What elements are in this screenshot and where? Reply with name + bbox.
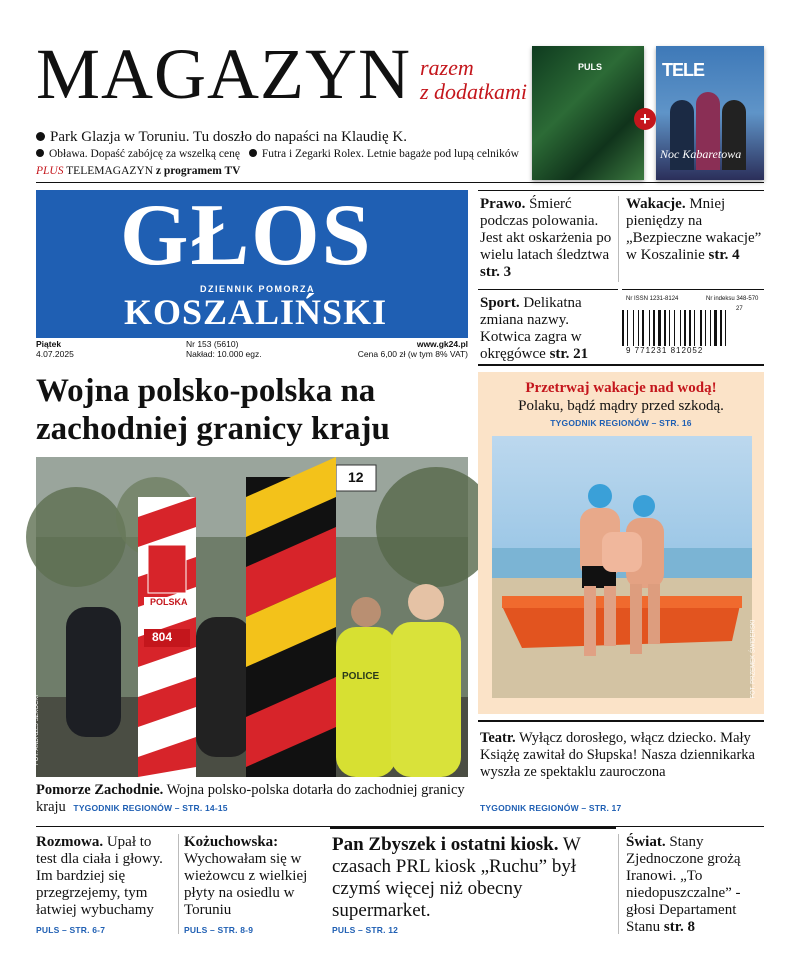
barcode-bar [692, 310, 693, 346]
barcode-bar [682, 310, 683, 346]
cover-tele-logo: TELE [662, 60, 705, 80]
main-headline[interactable]: Wojna polsko-polska na zachodniej granicy kraju [36, 373, 390, 447]
main-photo-caption[interactable]: Pomorze Zachodnie. Wojna polsko-polska dotarła do zachodniej granicy kraju TYGODNIK REGIONÓW – STR. 14-15 [36, 782, 465, 815]
police-vest-text: POLICE [342, 671, 380, 682]
teaser-rozmowa[interactable]: Rozmowa. Upał to test dla ciała i głowy. Im bardziej się przegrzejemy, tym łatwiej wybuchamy [36, 834, 163, 918]
barcode-bar [649, 310, 650, 346]
kozuchowska-page-ref: PULS – STR. 8-9 [184, 925, 254, 935]
divider [36, 182, 764, 183]
barcode-bar [725, 310, 726, 346]
barcode-bar [687, 310, 688, 346]
logo-glos: GŁOS [120, 187, 373, 284]
barcode-bar [635, 310, 637, 346]
magazyn-title: MAGAZYN [36, 34, 411, 114]
divider [618, 834, 619, 934]
divider [330, 826, 616, 829]
barcode-bar [671, 310, 673, 346]
barcode-bar [629, 310, 632, 346]
cover-puls-label: PULS [578, 62, 603, 72]
road-sign-number: 12 [348, 469, 364, 485]
teaser-swiat[interactable]: Świat. Stany Zjednoczone grożą Iranowi. „To niedopuszczalne” - głosi Departament Stanu str. 8 [626, 834, 741, 935]
barcode-bar [710, 310, 711, 346]
issue-day-date: Piątek 4.07.2025 [36, 339, 74, 359]
barcode-bar [622, 310, 624, 346]
bullet-icon [249, 149, 257, 157]
barcode-bar [667, 310, 668, 346]
barcode-bar [723, 310, 724, 346]
post-number: 804 [152, 630, 173, 644]
subtitle-line-1: razem [420, 55, 474, 80]
divider [478, 190, 764, 191]
magazyn-subtitle [420, 56, 540, 104]
barcode-bar [707, 310, 709, 346]
divider [178, 834, 179, 934]
divider [478, 720, 764, 722]
barcode-bar [703, 310, 704, 346]
barcode-bar [658, 310, 661, 346]
teaser-teatr[interactable]: Teatr. Wyłącz dorosłego, włącz dziecko. Mały Książę zawitał do Słupska! Nasza dziennikarka wyszła ze spektaklu zauroczona [480, 730, 755, 780]
barcode-bar [705, 310, 706, 346]
barcode-number: 9 771231 812052 [626, 346, 704, 355]
barcode-bar [627, 310, 628, 346]
teaser-kiosk[interactable]: Pan Zbyszek i ostatni kiosk. W czasach PRL kiosk „Ruchu” był czymś więcej niż obecny supermarket. [332, 834, 581, 921]
photo-credit: FOT. ANDRZEJ SZKOCKI [34, 694, 41, 766]
barcode-bar [680, 310, 681, 346]
barcode-bar [694, 310, 695, 346]
barcode-bar [653, 310, 655, 346]
divider [478, 289, 618, 290]
barcode-bar [640, 310, 641, 346]
telemagazyn-cover-thumbnail[interactable] [656, 46, 764, 180]
barcode-bar [638, 310, 639, 346]
beach-title: Przetrwaj wakacje nad wodą! [525, 380, 717, 396]
teaser-oblawa[interactable]: Obława. Dopaść zabójcę za wszelką cenę Futra i Zegarki Rolex. Letnie bagaże pod lupą celników [36, 147, 536, 162]
teaser-sport[interactable]: Sport. Delikatna zmiana nazwy. Kotwica zagra w okręgówce str. 21 [480, 295, 589, 362]
barcode-bar [633, 310, 634, 346]
caption-page-ref: TYGODNIK REGIONÓW – STR. 14-15 [73, 803, 228, 813]
barcode-bar [674, 310, 675, 346]
teatr-page-ref: TYGODNIK REGIONÓW – STR. 17 [480, 803, 622, 813]
barcode-bar [651, 310, 652, 346]
teaser-park-glazja[interactable]: Park Glazja w Toruniu. Tu doszło do napaści na Klaudię K. [36, 128, 536, 146]
beach-rescue-photo[interactable] [492, 436, 757, 699]
bullet-icon [36, 132, 45, 141]
barcode-bar [700, 310, 702, 346]
barcode-bar [662, 310, 663, 346]
divider [622, 289, 764, 290]
plus-icon: + [634, 108, 656, 130]
border-post-photo[interactable] [36, 457, 468, 777]
logo-dziennik-pomorza: DZIENNIK POMORZA [200, 284, 315, 294]
barcode-bar [684, 310, 686, 346]
barcode-bar [645, 310, 648, 346]
cover-noc-kabaretowa: Noc Kabaretowa [660, 147, 742, 161]
rozmowa-page-ref: PULS – STR. 6-7 [36, 925, 106, 935]
teaser-prawo[interactable]: Prawo. Śmierć podczas polowania. Jest akt oskarżenia po wielu latach śledztwa str. 3 [480, 196, 612, 280]
barcode-bar [714, 310, 717, 346]
divider [618, 196, 619, 282]
barcode-bar [676, 310, 679, 346]
plus-telemagazyn: PLUS TELEMAGAZYN z programem TV [36, 165, 241, 177]
barcode-bar [642, 310, 644, 346]
barcode-issue: 27 [736, 306, 743, 312]
puls-cover-thumbnail[interactable] [532, 46, 644, 180]
barcode-bar [656, 310, 657, 346]
bullet-icon [36, 149, 44, 157]
barcode-bar [664, 310, 666, 346]
barcode-bar [625, 310, 626, 346]
teaser-wakacje[interactable]: Wakacje. Mniej pieniędzy na „Bezpieczne wakacje” w Koszalinie str. 4 [626, 196, 762, 263]
barcode-bar [712, 310, 713, 346]
post-sign-text: POLSKA [150, 597, 188, 607]
issn-label: Nr ISSN 1231-8124 [626, 296, 679, 302]
beach-scene-illustration [492, 436, 752, 698]
barcode-bar [718, 310, 719, 346]
index-label: Nr indeksu 348-570 [706, 296, 759, 302]
barcode-bar [669, 310, 670, 346]
issue-number-circulation: Nr 153 (5610) Nakład: 10.000 egz. [186, 339, 262, 359]
barcode-bar [696, 310, 699, 346]
divider [478, 364, 764, 366]
barcode-bar [720, 310, 722, 346]
teaser-kozuchowska[interactable]: Kożuchowska: Wychowałam się w wieżowcu z wielkiej płyty na osiedlu w Toruniu [184, 834, 308, 918]
beach-subtitle: Polaku, bądź mądry przed szkodą. [518, 398, 724, 414]
subtitle-line-2: z dodatkami [420, 79, 527, 104]
barcode-bar [689, 310, 691, 346]
barcode [622, 306, 750, 346]
kiosk-page-ref: PULS – STR. 12 [332, 925, 399, 935]
logo-koszalinski: KOSZALIŃSKI [124, 292, 388, 332]
beach-photo-credit: FOT. PRZEMEK ŚWIDERSKI [750, 619, 757, 699]
barcode-bar [727, 310, 729, 346]
border-scene-illustration [36, 457, 468, 777]
website-link[interactable]: www.gk24.pl [416, 339, 468, 349]
beach-page-ref: TYGODNIK REGIONÓW – STR. 16 [550, 418, 692, 428]
web-price: www.gk24.pl Cena 6,00 zł (w tym 8% VAT) [340, 339, 468, 359]
